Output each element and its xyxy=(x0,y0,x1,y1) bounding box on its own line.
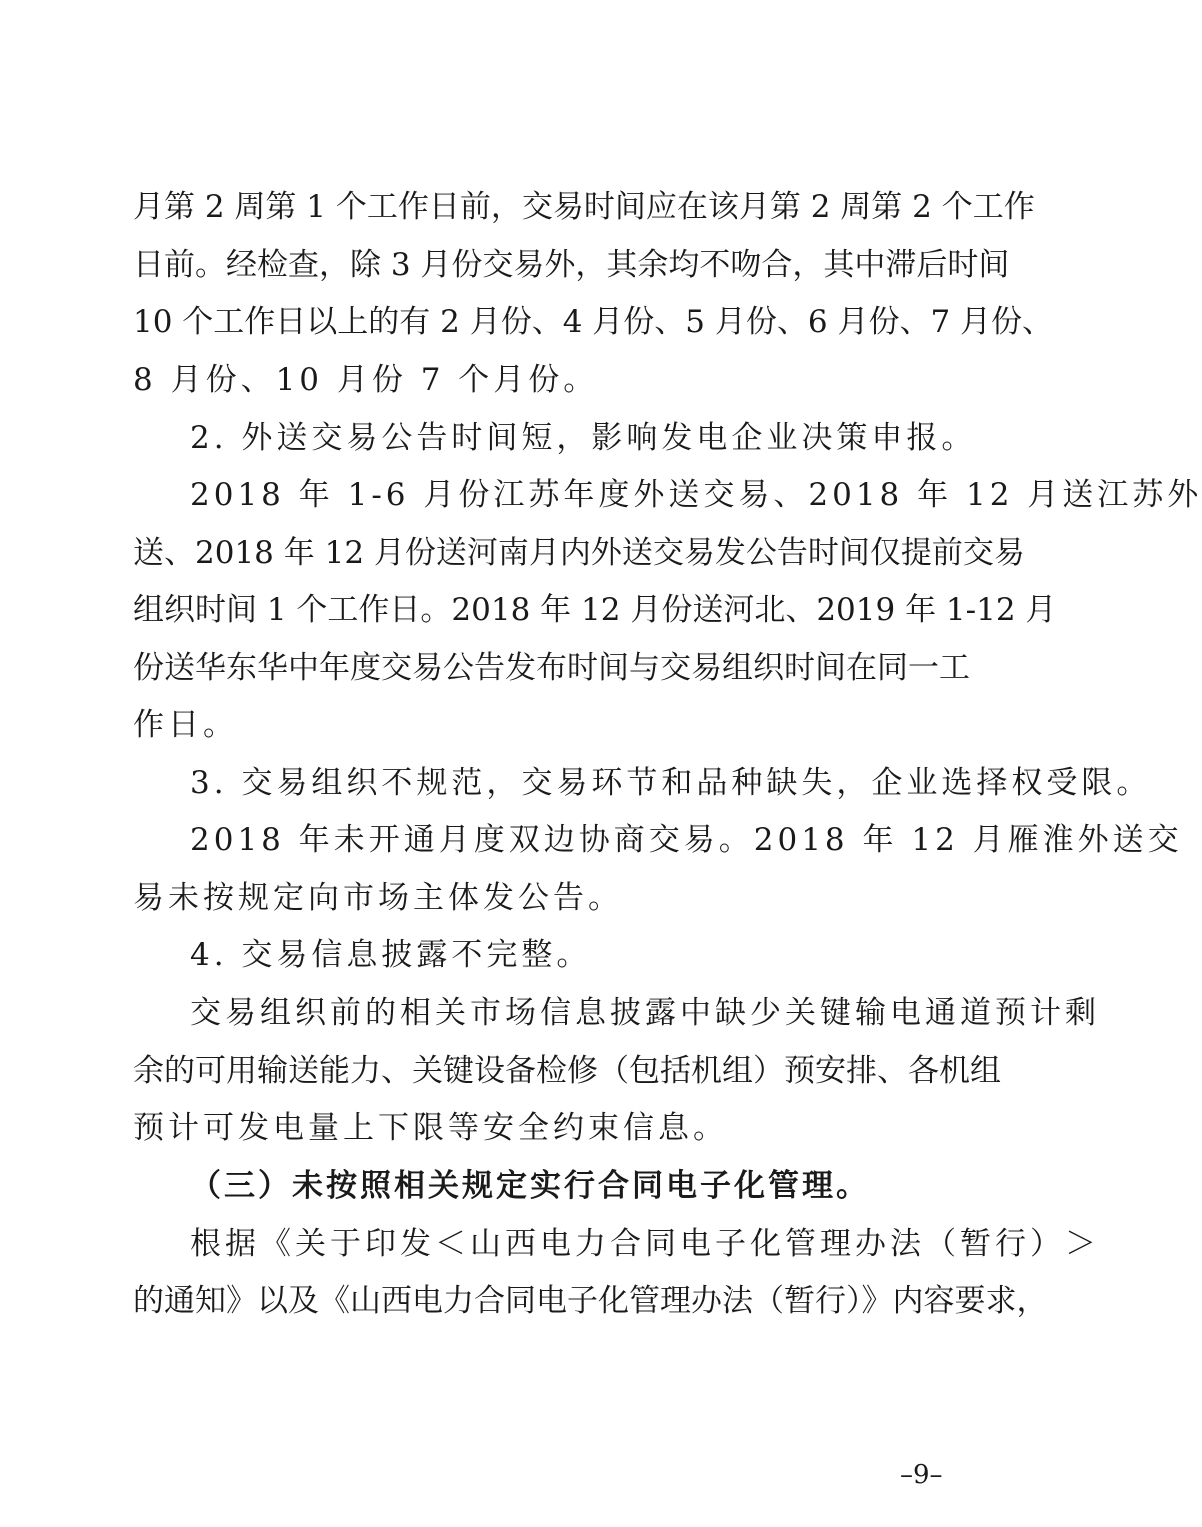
section-item-3-heading: 3. 交易组织不规范，交易环节和品种缺失，企业选择权受限。 xyxy=(190,765,1152,801)
body-line-13: 易未按规定向市场主体发公告。 xyxy=(133,880,623,916)
body-line-10: 作日。 xyxy=(133,707,238,743)
body-line-9: 份送华东华中年度交易公告发布时间与交易组织时间在同一工 xyxy=(133,650,970,686)
body-line-12: 2018 年未开通月度双边协商交易。2018 年 12 月雁淮外送交 xyxy=(190,822,1183,858)
body-line-17: 预计可发电量上下限等安全约束信息。 xyxy=(133,1110,728,1146)
body-line-15: 交易组织前的相关市场信息披露中缺少关键输电通道预计剩 xyxy=(190,995,1100,1031)
body-line-1: 月第 2 周第 1 个工作日前，交易时间应在该月第 2 周第 2 个工作 xyxy=(133,189,1035,225)
body-line-3: 10 个工作日以上的有 2 月份、4 月份、5 月份、6 月份、7 月份、 xyxy=(133,304,1054,340)
body-line-20: 的通知》以及《山西电力合同电子化管理办法（暂行）》内容要求， xyxy=(133,1283,1048,1319)
body-line-16: 余的可用输送能力、关键设备检修（包括机组）预安排、各机组 xyxy=(133,1053,1001,1089)
section-item-4-heading: 4. 交易信息披露不完整。 xyxy=(190,937,592,973)
body-line-6: 2018 年 1-6 月份江苏年度外送交易、2018 年 12 月送江苏外 xyxy=(190,477,1202,513)
body-line-7: 送、2018 年 12 月份送河南月内外送交易发公告时间仅提前交易 xyxy=(133,535,1025,571)
section-item-2-heading: 2. 外送交易公告时间短，影响发电企业决策申报。 xyxy=(190,420,977,456)
body-line-8: 组织时间 1 个工作日。2018 年 12 月份送河北、2019 年 1-12 月 xyxy=(133,592,1057,628)
section-three-heading: （三）未按照相关规定实行合同电子化管理。 xyxy=(190,1168,870,1204)
body-line-19: 根据《关于印发＜山西电力合同电子化管理办法（暂行）＞ xyxy=(190,1226,1100,1262)
body-line-2: 日前。经检查，除 3 月份交易外，其余均不吻合，其中滞后时间 xyxy=(133,247,1010,283)
body-line-4: 8 月份、10 月份 7 个月份。 xyxy=(133,362,599,398)
page-number: –9– xyxy=(900,1460,943,1490)
